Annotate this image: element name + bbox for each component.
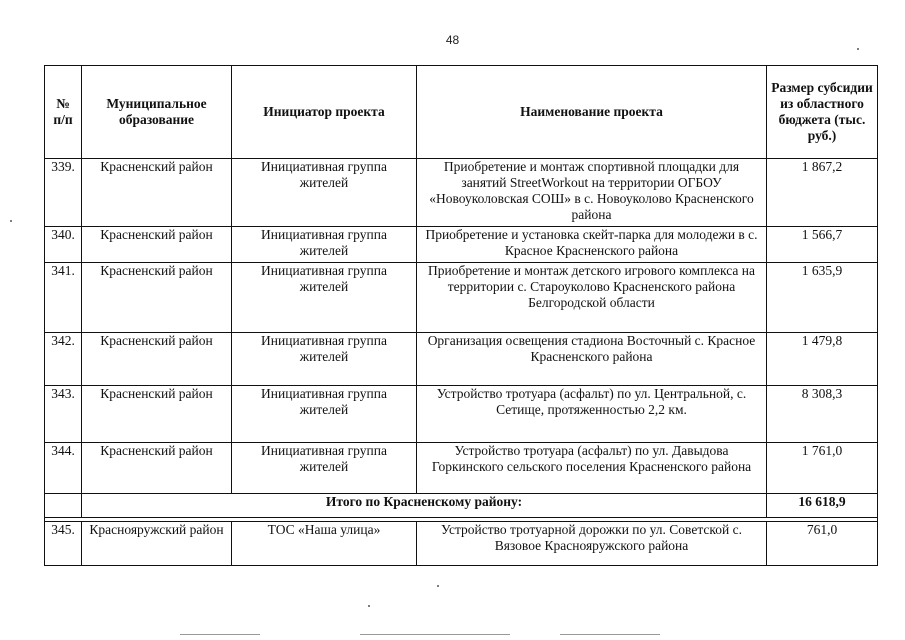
scan-edge-line bbox=[360, 634, 510, 635]
header-initiator: Инициатор проекта bbox=[232, 66, 417, 159]
row-initiator: Инициативная группа жителей bbox=[232, 159, 417, 227]
row-number: 344. bbox=[45, 443, 82, 494]
table-row bbox=[45, 159, 878, 227]
row-number: 341. bbox=[45, 263, 82, 333]
total-row bbox=[45, 494, 878, 518]
row-project: Устройство тротуара (асфальт) по ул. Давыдова Горкинского сельского поселения Красненского района bbox=[417, 443, 767, 494]
row-municipality: Красненский район bbox=[82, 263, 232, 333]
row-amount: 1 635,9 bbox=[767, 263, 878, 333]
table-row bbox=[45, 263, 878, 333]
row-number: 343. bbox=[45, 386, 82, 443]
table-row bbox=[45, 227, 878, 263]
header-row bbox=[45, 66, 878, 159]
row-initiator: ТОС «Наша улица» bbox=[232, 522, 417, 566]
row-initiator: Инициативная группа жителей bbox=[232, 263, 417, 333]
row-amount: 8 308,3 bbox=[767, 386, 878, 443]
total-value: 16 618,9 bbox=[767, 494, 878, 518]
row-project: Приобретение и монтаж детского игрового комплекса на территории с. Староуколово Красненского района Белгородской области bbox=[417, 263, 767, 333]
row-amount: 1 867,2 bbox=[767, 159, 878, 227]
row-amount: 1 479,8 bbox=[767, 333, 878, 386]
total-empty-cell bbox=[45, 494, 82, 518]
scan-speck bbox=[857, 48, 859, 50]
row-project: Приобретение и монтаж спортивной площадки для занятий StreetWorkout на территории ОГБОУ «Новоуколовская СОШ» в с. Новоуколово Красненского района bbox=[417, 159, 767, 227]
row-project: Устройство тротуарной дорожки по ул. Советской с. Вязовое Краснояружского района bbox=[417, 522, 767, 566]
row-initiator: Инициативная группа жителей bbox=[232, 333, 417, 386]
subsidy-table bbox=[44, 65, 878, 566]
row-initiator: Инициативная группа жителей bbox=[232, 386, 417, 443]
row-number: 342. bbox=[45, 333, 82, 386]
scan-speck bbox=[437, 585, 439, 587]
row-municipality: Красненский район bbox=[82, 159, 232, 227]
row-amount: 761,0 bbox=[767, 522, 878, 566]
row-municipality: Красненский район bbox=[82, 443, 232, 494]
scan-speck bbox=[10, 220, 12, 222]
scan-edge-line bbox=[180, 634, 260, 635]
row-initiator: Инициативная группа жителей bbox=[232, 227, 417, 263]
header-municipality: Муниципальное образование bbox=[82, 66, 232, 159]
table-row bbox=[45, 443, 878, 494]
page-number: 48 bbox=[445, 33, 460, 47]
row-number: 340. bbox=[45, 227, 82, 263]
header-num: № п/п bbox=[45, 66, 82, 159]
row-number: 339. bbox=[45, 159, 82, 227]
scan-speck bbox=[368, 605, 370, 607]
table-row bbox=[45, 386, 878, 443]
row-municipality: Красненский район bbox=[82, 386, 232, 443]
table-row bbox=[45, 333, 878, 386]
table-row bbox=[45, 522, 878, 566]
row-municipality: Красненский район bbox=[82, 227, 232, 263]
row-project: Организация освещения стадиона Восточный с. Красное Красненского района bbox=[417, 333, 767, 386]
row-project: Устройство тротуара (асфальт) по ул. Центральной, с. Сетище, протяженностью 2,2 км. bbox=[417, 386, 767, 443]
scan-edge-line bbox=[560, 634, 660, 635]
row-initiator: Инициативная группа жителей bbox=[232, 443, 417, 494]
row-municipality: Красненский район bbox=[82, 333, 232, 386]
row-project: Приобретение и установка скейт-парка для молодежи в с. Красное Красненского района bbox=[417, 227, 767, 263]
row-municipality: Краснояружский район bbox=[82, 522, 232, 566]
row-amount: 1 566,7 bbox=[767, 227, 878, 263]
header-project: Наименование проекта bbox=[417, 66, 767, 159]
total-label: Итого по Красненскому району: bbox=[82, 494, 767, 518]
row-amount: 1 761,0 bbox=[767, 443, 878, 494]
header-subsidy: Размер субсидии из областного бюджета (тыс. руб.) bbox=[767, 66, 878, 159]
row-number: 345. bbox=[45, 522, 82, 566]
